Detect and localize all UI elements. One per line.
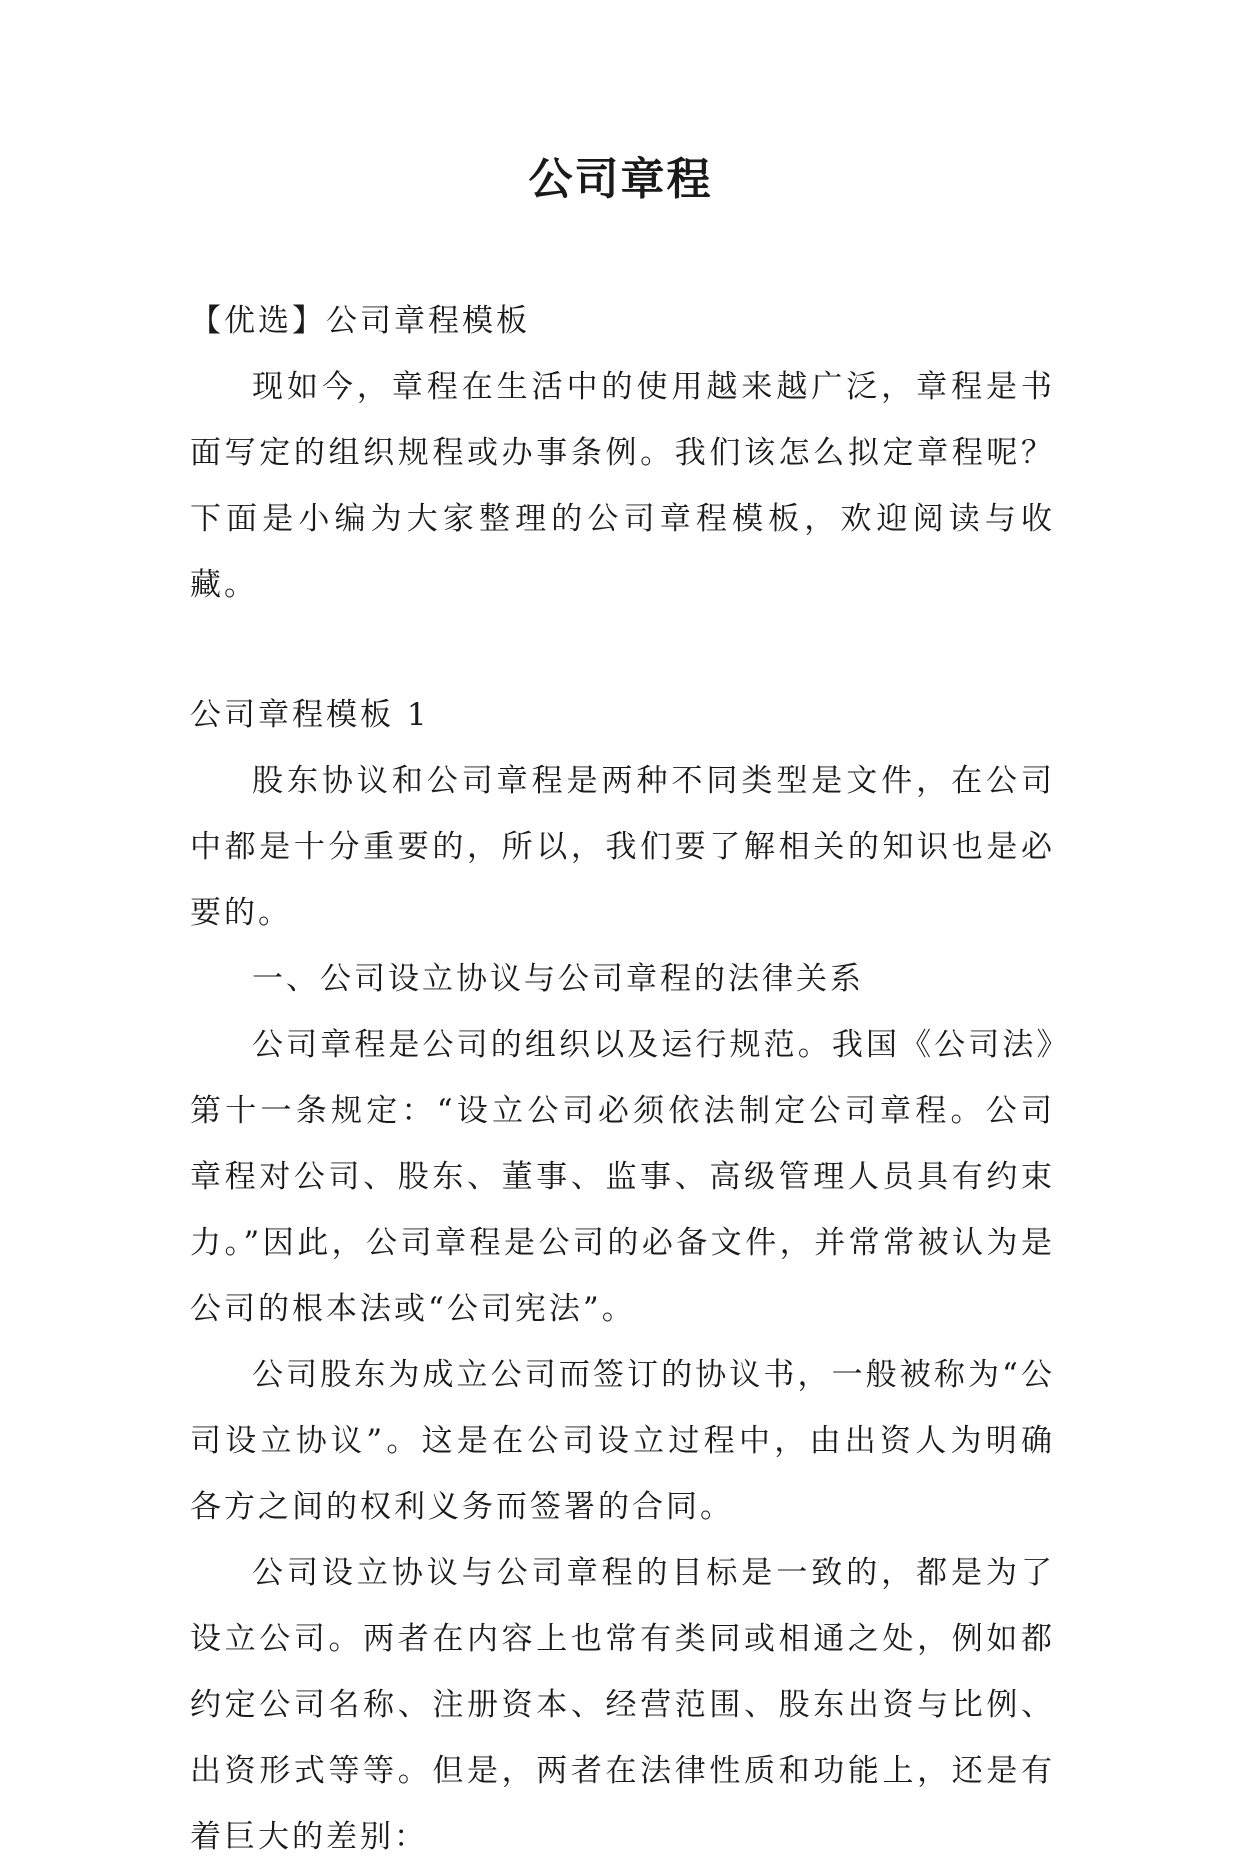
body-paragraph-heading: 一、公司设立协议与公司章程的法律关系	[252, 961, 864, 997]
document-title: 公司章程	[528, 154, 713, 205]
intro-paragraph: 现如今，章程在生活中的使用越来越广泛，章程是书面写定的组织规程或办事条例。我们该怎么拟定章程呢？下面是小编为大家整理的公司章程模板，欢迎阅读与收藏。	[190, 369, 1055, 603]
body-paragraph: 股东协议和公司章程是两种不同类型是文件，在公司中都是十分重要的，所以，我们要了解相关的知识也是必要的。	[190, 763, 1055, 931]
body-paragraph: 公司章程是公司的组织以及运行规范。我国《公司法》第十一条规定：“设立公司必须依法制定公司章程。公司章程对公司、股东、董事、监事、高级管理人员具有约束力。”因此，公司章程是公司的必备文件，并常常被认为是公司的根本法或“公司宪法”。	[190, 1027, 1055, 1327]
section-heading: 公司章程模板 1	[190, 697, 430, 733]
section-spacer	[190, 618, 1055, 682]
document-subtitle: 【优选】公司章程模板	[190, 303, 530, 339]
body-paragraph: 公司设立协议与公司章程的目标是一致的，都是为了设立公司。两者在内容上也常有类同或相通之处，例如都约定公司名称、注册资本、经营范围、股东出资与比例、出资形式等等。但是，两者在法律性质和功能上，还是有着巨大的差别：	[190, 1555, 1055, 1855]
document-body	[190, 288, 1055, 1870]
body-paragraph: 公司股东为成立公司而签订的协议书，一般被称为“公司设立协议”。这是在公司设立过程中，由出资人为明确各方之间的权利义务而签署的合同。	[190, 1357, 1055, 1525]
